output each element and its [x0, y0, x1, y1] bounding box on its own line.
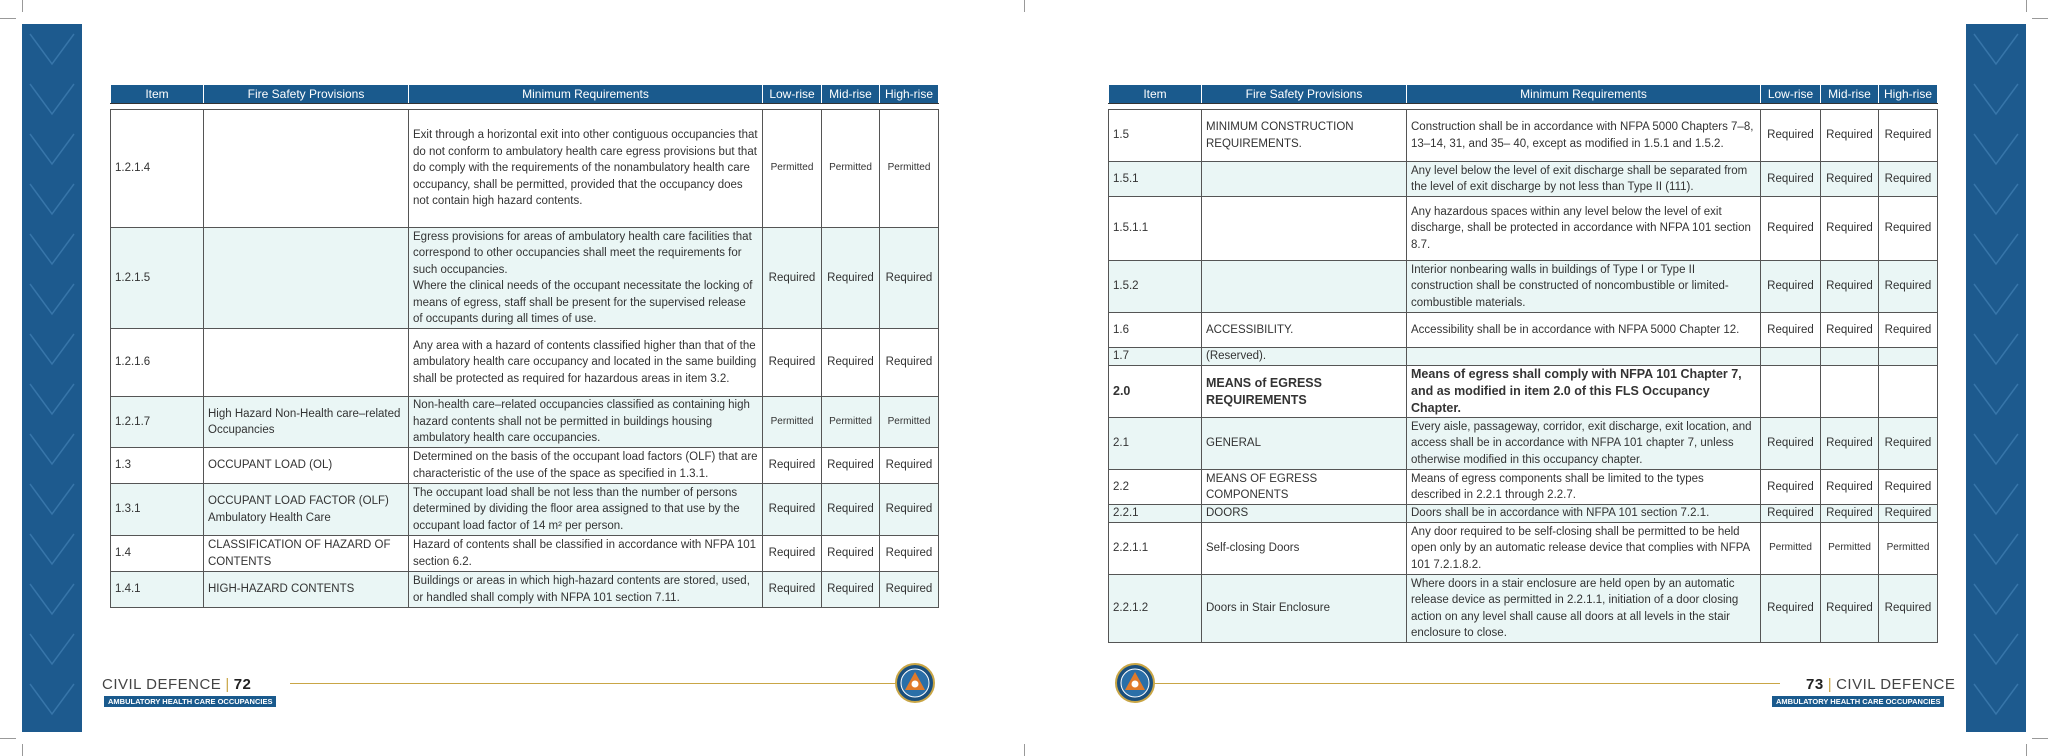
table-row	[1109, 366, 1938, 418]
table-row	[1109, 418, 1938, 470]
provision-cell: Doors in Stair Enclosure	[1202, 575, 1407, 643]
civil-defence-emblem-icon	[1114, 662, 1156, 704]
item-cell: 1.3	[111, 448, 204, 484]
provision-cell: MEANS OF EGRESS COMPONENTS	[1202, 470, 1407, 505]
mid-rise-status: Required	[1821, 313, 1879, 348]
table-row	[1109, 313, 1938, 348]
provision-cell: High Hazard Non-Health care–related Occupancies	[204, 397, 409, 448]
low-rise-status: Permitted	[763, 397, 822, 448]
provision-cell: (Reserved).	[1202, 348, 1407, 366]
item-cell: 1.5.2	[1109, 261, 1202, 313]
low-rise-status: Required	[1761, 162, 1821, 197]
table-row	[111, 572, 939, 608]
header-mid-rise: Mid-rise	[1821, 85, 1879, 104]
requirement-cell: Construction shall be in accordance with NFPA 5000 Chapters 7–8, 13–14, 31, and 35– 40, except as modified in 1.5.1 and 1.5.2.	[1407, 110, 1761, 162]
low-rise-status: Required	[1761, 505, 1821, 523]
header-requirement: Minimum Requirements	[409, 85, 763, 104]
right-footer-rule	[1154, 683, 1780, 684]
right-footer-title	[1806, 676, 1955, 693]
high-rise-status: Required	[880, 228, 939, 329]
provision-cell: MEANS of EGRESS REQUIREMENTS	[1202, 366, 1407, 418]
item-cell: 2.0	[1109, 366, 1202, 418]
mid-rise-status: Required	[822, 536, 880, 572]
requirement-cell: Accessibility shall be in accordance with NFPA 5000 Chapter 12.	[1407, 313, 1761, 348]
provision-cell	[204, 228, 409, 329]
mid-rise-status: Permitted	[822, 110, 880, 228]
low-rise-status: Required	[1761, 313, 1821, 348]
mid-rise-status	[1821, 348, 1879, 366]
requirement-cell: Means of egress shall comply with NFPA 101 Chapter 7, and as modified in item 2.0 of this FLS Occupancy Chapter.	[1407, 366, 1761, 418]
low-rise-status: Required	[1761, 261, 1821, 313]
requirement-cell: Any area with a hazard of contents classified higher than that of the ambulatory health care occupancy and located in the same building shall be protected as required for hazardous areas in item 3.2.	[409, 329, 763, 397]
item-cell: 1.5.1.1	[1109, 197, 1202, 261]
high-rise-status	[1879, 366, 1938, 418]
mid-rise-status: Required	[1821, 505, 1879, 523]
mid-rise-status: Required	[1821, 261, 1879, 313]
item-cell: 1.4	[111, 536, 204, 572]
table-row	[1109, 348, 1938, 366]
table-row	[1109, 110, 1938, 162]
high-rise-status: Required	[880, 572, 939, 608]
table-row	[1109, 197, 1938, 261]
low-rise-status: Permitted	[1761, 523, 1821, 575]
table-row	[111, 536, 939, 572]
header-provision: Fire Safety Provisions	[204, 85, 409, 104]
mid-rise-status: Required	[1821, 575, 1879, 643]
low-rise-status: Required	[1761, 575, 1821, 643]
item-cell: 1.4.1	[111, 572, 204, 608]
table-row	[1109, 470, 1938, 505]
table-header-row	[111, 85, 939, 104]
low-rise-status: Required	[763, 536, 822, 572]
right-page	[1024, 0, 2048, 756]
table-row	[1109, 162, 1938, 197]
item-cell: 1.6	[1109, 313, 1202, 348]
item-cell: 2.2	[1109, 470, 1202, 505]
mid-rise-status: Required	[822, 572, 880, 608]
requirement-cell: Determined on the basis of the occupant load factors (OLF) that are characteristic of the use of the space as specified in 1.3.1.	[409, 448, 763, 484]
mid-rise-status: Required	[1821, 162, 1879, 197]
high-rise-status: Required	[1879, 110, 1938, 162]
low-rise-status: Required	[763, 228, 822, 329]
table-row	[1109, 261, 1938, 313]
low-rise-status: Required	[1761, 470, 1821, 505]
provision-cell: OCCUPANT LOAD (OL)	[204, 448, 409, 484]
requirement-cell: The occupant load shall be not less than the number of persons determined by dividing the floor area assigned to that use by the occupant load factor of 14 m² per person.	[409, 484, 763, 536]
high-rise-status: Required	[1879, 575, 1938, 643]
item-cell: 1.7	[1109, 348, 1202, 366]
right-provisions-table	[1108, 84, 1938, 643]
item-cell: 1.2.1.6	[111, 329, 204, 397]
header-low-rise: Low-rise	[1761, 85, 1821, 104]
provision-cell: DOORS	[1202, 505, 1407, 523]
item-cell: 1.2.1.7	[111, 397, 204, 448]
header-item: Item	[1109, 85, 1202, 104]
requirement-cell: Egress provisions for areas of ambulatory health care facilities that correspond to other occupancies shall meet the requirements for such occupancies. Where the clinical needs of the occupant necessitate the locking of means of egress, staff shall be present for the supervised release of occupants during all times of use.	[409, 228, 763, 329]
item-cell: 1.3.1	[111, 484, 204, 536]
table-row	[111, 110, 939, 228]
high-rise-status: Required	[880, 536, 939, 572]
page-number: 72	[233, 676, 252, 693]
high-rise-status: Permitted	[1879, 523, 1938, 575]
provision-cell	[1202, 261, 1407, 313]
civil-defence-emblem-icon	[894, 662, 936, 704]
requirement-cell: Interior nonbearing walls in buildings of Type I or Type II construction shall be constructed of noncombustible or limited-combustible materials.	[1407, 261, 1761, 313]
header-high-rise: High-rise	[880, 85, 939, 104]
high-rise-status: Permitted	[880, 110, 939, 228]
header-requirement: Minimum Requirements	[1407, 85, 1761, 104]
header-provision: Fire Safety Provisions	[1202, 85, 1407, 104]
header-low-rise: Low-rise	[763, 85, 822, 104]
requirement-cell: Doors shall be in accordance with NFPA 101 section 7.2.1.	[1407, 505, 1761, 523]
left-footer-subtitle: AMBULATORY HEALTH CARE OCCUPANCIES	[104, 696, 276, 707]
mid-rise-status: Permitted	[822, 397, 880, 448]
low-rise-status: Required	[763, 484, 822, 536]
provision-cell: HIGH-HAZARD CONTENTS	[204, 572, 409, 608]
requirement-cell	[1407, 348, 1761, 366]
provision-cell: ACCESSIBILITY.	[1202, 313, 1407, 348]
low-rise-status: Permitted	[763, 110, 822, 228]
table-header-row	[1109, 85, 1938, 104]
requirement-cell: Every aisle, passageway, corridor, exit discharge, exit location, and access shall be in accordance with NFPA 101 chapter 7, unless otherwise modified in this occupancy chapter.	[1407, 418, 1761, 470]
footer-separator: |	[1827, 676, 1833, 693]
table-row	[1109, 575, 1938, 643]
provision-cell: Self-closing Doors	[1202, 523, 1407, 575]
high-rise-status: Required	[880, 448, 939, 484]
mid-rise-status: Permitted	[1821, 523, 1879, 575]
footer-separator: |	[225, 676, 230, 693]
low-rise-status: Required	[1761, 418, 1821, 470]
item-cell: 2.2.1.2	[1109, 575, 1202, 643]
table-row	[1109, 523, 1938, 575]
low-rise-status: Required	[763, 329, 822, 397]
high-rise-status: Required	[1879, 505, 1938, 523]
mid-rise-status: Required	[1821, 110, 1879, 162]
provision-cell: CLASSIFICATION OF HAZARD OF CONTENTS	[204, 536, 409, 572]
table-row	[111, 448, 939, 484]
low-rise-status: Required	[763, 448, 822, 484]
footer-brand: CIVIL DEFENCE	[102, 676, 222, 693]
high-rise-status: Required	[880, 329, 939, 397]
low-rise-status: Required	[763, 572, 822, 608]
requirement-cell: Any door required to be self-closing shall be permitted to be held open only by an automatic release device that complies with NFPA 101 7.2.1.8.2.	[1407, 523, 1761, 575]
provision-cell: GENERAL	[1202, 418, 1407, 470]
table-row	[111, 397, 939, 448]
high-rise-status: Required	[880, 484, 939, 536]
header-mid-rise: Mid-rise	[822, 85, 880, 104]
mid-rise-status: Required	[822, 228, 880, 329]
mid-rise-status: Required	[1821, 197, 1879, 261]
left-footer-rule	[290, 683, 896, 684]
header-high-rise: High-rise	[1879, 85, 1938, 104]
left-provisions-table	[110, 84, 939, 608]
high-rise-status: Required	[1879, 313, 1938, 348]
table-row	[1109, 505, 1938, 523]
requirement-cell: Any hazardous spaces within any level below the level of exit discharge, shall be protected in accordance with NFPA 101 section 8.7.	[1407, 197, 1761, 261]
requirement-cell: Hazard of contents shall be classified in accordance with NFPA 101 section 6.2.	[409, 536, 763, 572]
right-footer-subtitle: AMBULATORY HEALTH CARE OCCUPANCIES	[1772, 696, 1944, 707]
item-cell: 2.2.1.1	[1109, 523, 1202, 575]
requirement-cell: Exit through a horizontal exit into other contiguous occupancies that do not conform to ambulatory health care egress provisions but that do comply with the requirements of the nonambulatory health care occupancy, shall be permitted, provided that the occupancy does not contain high hazard contents.	[409, 110, 763, 228]
table-row	[111, 228, 939, 329]
table-row	[111, 329, 939, 397]
item-cell: 1.5.1	[1109, 162, 1202, 197]
high-rise-status: Required	[1879, 162, 1938, 197]
requirement-cell: Where doors in a stair enclosure are held open by an automatic release device as permitted in 2.2.1.1, initiation of a door closing action on any level shall cause all doors at all levels in the stair enclosure to close.	[1407, 575, 1761, 643]
requirement-cell: Non-health care–related occupancies classified as containing high hazard contents shall not be permitted in buildings housing ambulatory health care occupancies.	[409, 397, 763, 448]
mid-rise-status: Required	[822, 329, 880, 397]
requirement-cell: Any level below the level of exit discharge shall be separated from the level of exit discharge by not less than Type II (111).	[1407, 162, 1761, 197]
header-item: Item	[111, 85, 204, 104]
provision-cell	[1202, 197, 1407, 261]
requirement-cell: Buildings or areas in which high-hazard contents are stored, used, or handled shall comply with NFPA 101 section 7.11.	[409, 572, 763, 608]
mid-rise-status: Required	[1821, 418, 1879, 470]
high-rise-status: Permitted	[880, 397, 939, 448]
item-cell: 2.2.1	[1109, 505, 1202, 523]
requirement-cell: Means of egress components shall be limited to the types described in 2.2.1 through 2.2.7.	[1407, 470, 1761, 505]
table-row	[111, 484, 939, 536]
mid-rise-status: Required	[822, 484, 880, 536]
footer-brand: CIVIL DEFENCE	[1836, 676, 1956, 693]
low-rise-status	[1761, 348, 1821, 366]
mid-rise-status: Required	[822, 448, 880, 484]
high-rise-status: Required	[1879, 197, 1938, 261]
mid-rise-status	[1821, 366, 1879, 418]
provision-cell: MINIMUM CONSTRUCTION REQUIREMENTS.	[1202, 110, 1407, 162]
low-rise-status: Required	[1761, 197, 1821, 261]
high-rise-status: Required	[1879, 261, 1938, 313]
item-cell: 1.2.1.5	[111, 228, 204, 329]
provision-cell: OCCUPANT LOAD FACTOR (OLF) Ambulatory Health Care	[204, 484, 409, 536]
high-rise-status: Required	[1879, 470, 1938, 505]
low-rise-status: Required	[1761, 110, 1821, 162]
low-rise-status	[1761, 366, 1821, 418]
provision-cell	[204, 329, 409, 397]
item-cell: 1.5	[1109, 110, 1202, 162]
high-rise-status: Required	[1879, 418, 1938, 470]
left-footer-title	[102, 676, 251, 693]
page-number: 73	[1806, 676, 1824, 693]
item-cell: 1.2.1.4	[111, 110, 204, 228]
provision-cell	[204, 110, 409, 228]
high-rise-status	[1879, 348, 1938, 366]
provision-cell	[1202, 162, 1407, 197]
item-cell: 2.1	[1109, 418, 1202, 470]
mid-rise-status: Required	[1821, 470, 1879, 505]
